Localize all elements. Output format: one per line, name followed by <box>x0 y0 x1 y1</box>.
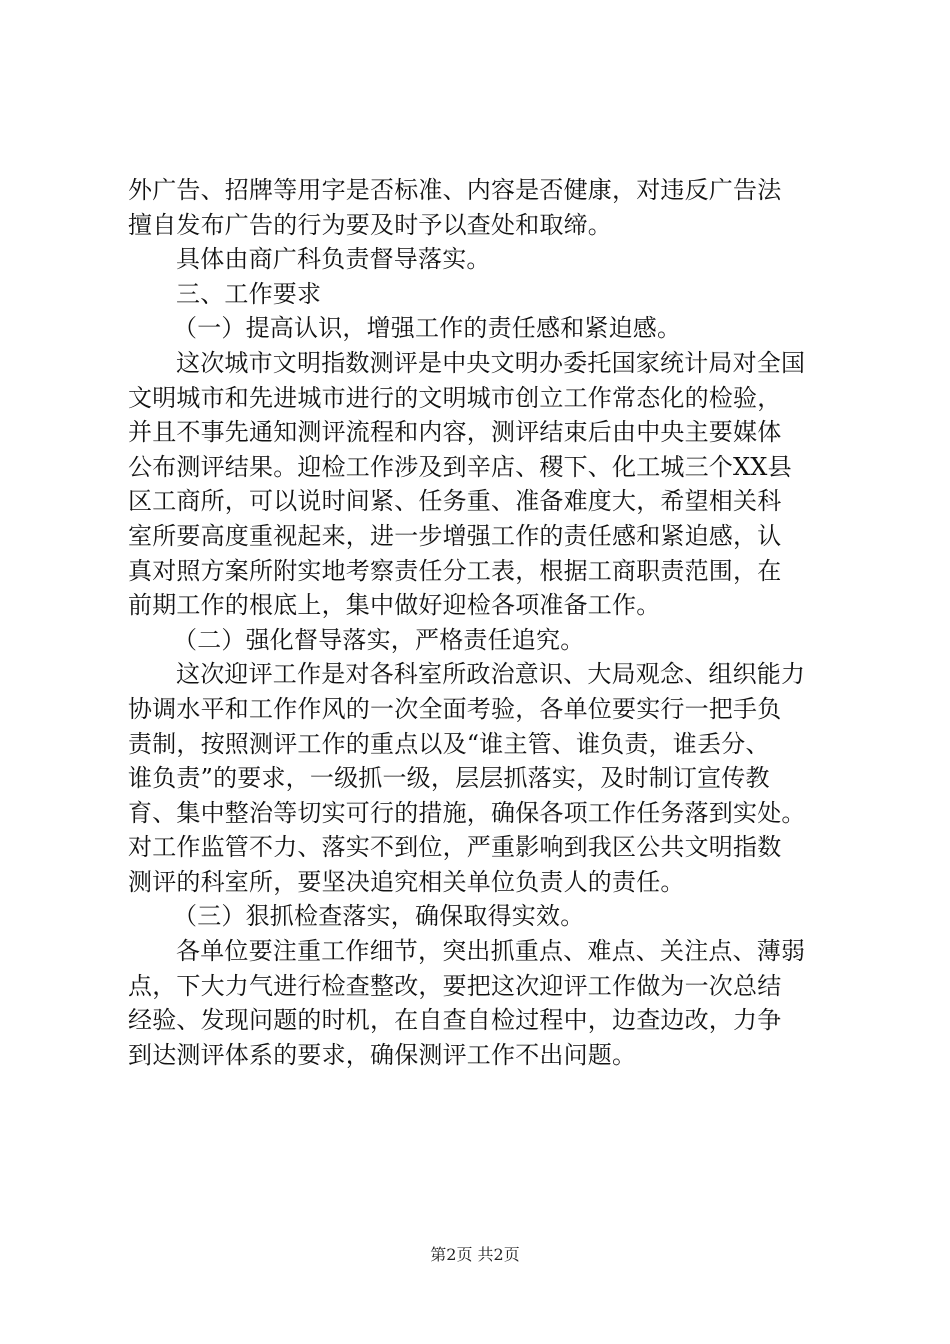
text-line: 这次迎评工作是对各科室所政治意识、大局观念、组织能力 <box>176 660 806 689</box>
text-line: 具体由商广科负责督导落实。 <box>176 245 491 274</box>
text-line: 测评的科室所，要坚决追究相关单位负责人的责任。 <box>128 867 685 896</box>
text-line: 擅自发布广告的行为要及时予以查处和取缔。 <box>128 210 612 239</box>
section-heading: 三、工作要求 <box>176 279 322 308</box>
text-line: 并且不事先通知测评流程和内容，测评结束后由中央主要媒体 <box>128 418 782 447</box>
page-footer: 第2页 共2页 <box>430 1245 520 1264</box>
text-line: 真对照方案所附实地考察责任分工表，根据工商职责范围，在 <box>128 556 782 585</box>
text-line: 区工商所，可以说时间紧、任务重、准备难度大，希望相关科 <box>128 487 782 516</box>
document-body <box>128 173 838 1072</box>
text-line: 谁负责”的要求，一级抓一级，层层抓落实，及时制订宣传教 <box>128 764 770 793</box>
text-line: 这次城市文明指数测评是中央文明办委托国家统计局对全国 <box>176 348 806 377</box>
text-line: 到达测评体系的要求，确保测评工作不出问题。 <box>128 1040 637 1069</box>
text-line: 育、集中整治等切实可行的措施，确保各项工作任务落到实处。 <box>128 798 806 827</box>
text-line: 各单位要注重工作细节，突出抓重点、难点、关注点、薄弱 <box>176 937 806 966</box>
subsection-heading: （一）提高认识，增强工作的责任感和紧迫感。 <box>173 314 682 343</box>
text-line: 文明城市和先进城市进行的文明城市创立工作常态化的检验， <box>128 383 782 412</box>
text-line: 对工作监管不力、落实不到位，严重影响到我区公共文明指数 <box>128 833 782 862</box>
text-line: 外广告、招牌等用字是否标准、内容是否健康，对违反广告法 <box>128 176 782 204</box>
text-line: 协调水平和工作作风的一次全面考验，各单位要实行一把手负 <box>128 694 782 723</box>
text-line: 点，下大力气进行检查整改，要把这次迎评工作做为一次总结 <box>128 971 782 1000</box>
subsection-heading: （二）强化督导落实，严格责任追究。 <box>173 625 585 654</box>
text-line: 责制，按照测评工作的重点以及“谁主管、谁负责，谁丢分、 <box>128 729 770 758</box>
text-line: 前期工作的根底上，集中做好迎检各项准备工作。 <box>128 591 661 620</box>
text-line: 经验、发现问题的时机，在自查自检过程中，边查边改，力争 <box>128 1006 782 1035</box>
subsection-heading: （三）狠抓检查落实，确保取得实效。 <box>173 902 585 931</box>
text-line: 公布测评结果。迎检工作涉及到辛店、稷下、化工城三个XX县 <box>128 452 792 481</box>
text-line: 室所要高度重视起来，进一步增强工作的责任感和紧迫感，认 <box>128 521 782 550</box>
